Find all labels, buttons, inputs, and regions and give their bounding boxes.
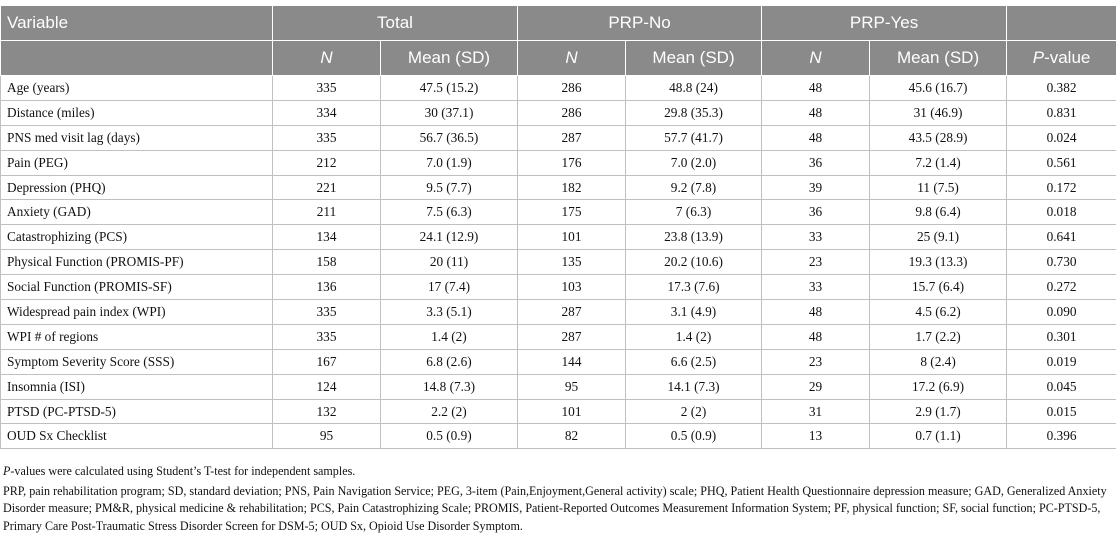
cell-p-value: 0.730 <box>1007 250 1116 275</box>
cell-prp-yes-n: 29 <box>762 374 870 399</box>
cell-variable: Symptom Severity Score (SSS) <box>1 349 273 374</box>
n-label: N <box>809 48 822 67</box>
cell-prp-no-mean: 1.4 (2) <box>626 324 762 349</box>
cell-prp-no-n: 175 <box>518 200 626 225</box>
cell-prp-no-mean: 0.5 (0.9) <box>626 424 762 449</box>
col-header-yes-mean: Mean (SD) <box>870 41 1007 76</box>
cell-p-value: 0.015 <box>1007 399 1116 424</box>
cell-total-n: 158 <box>273 250 381 275</box>
cell-variable: PNS med visit lag (days) <box>1 125 273 150</box>
col-header-total-n <box>273 41 381 76</box>
cell-p-value: 0.018 <box>1007 200 1116 225</box>
cell-p-value: 0.382 <box>1007 76 1116 101</box>
cell-prp-no-mean: 57.7 (41.7) <box>626 125 762 150</box>
col-header-no-mean: Mean (SD) <box>626 41 762 76</box>
cell-p-value: 0.090 <box>1007 300 1116 325</box>
cell-variable: Depression (PHQ) <box>1 175 273 200</box>
cell-prp-yes-mean: 11 (7.5) <box>870 175 1007 200</box>
table-row <box>1 424 1116 449</box>
cell-prp-yes-n: 48 <box>762 76 870 101</box>
cell-prp-no-n: 287 <box>518 125 626 150</box>
cell-prp-yes-n: 33 <box>762 275 870 300</box>
table-footnotes <box>3 463 1113 535</box>
cell-total-n: 335 <box>273 76 381 101</box>
cell-total-mean: 7.0 (1.9) <box>381 150 518 175</box>
cell-variable: PTSD (PC-PTSD-5) <box>1 399 273 424</box>
cell-prp-yes-mean: 2.9 (1.7) <box>870 399 1007 424</box>
cell-prp-no-n: 176 <box>518 150 626 175</box>
cell-total-mean: 2.2 (2) <box>381 399 518 424</box>
cell-variable: Widespread pain index (WPI) <box>1 300 273 325</box>
group-header-total: Total <box>273 6 518 41</box>
col-header-no-n <box>518 41 626 76</box>
cell-variable: Pain (PEG) <box>1 150 273 175</box>
cell-prp-no-mean: 14.1 (7.3) <box>626 374 762 399</box>
table-row <box>1 275 1116 300</box>
cell-prp-yes-mean: 45.6 (16.7) <box>870 76 1007 101</box>
cell-prp-no-mean: 3.1 (4.9) <box>626 300 762 325</box>
table-row <box>1 399 1116 424</box>
cell-variable: Distance (miles) <box>1 100 273 125</box>
n-label: N <box>320 48 333 67</box>
footnote-pvalue <box>3 463 1113 481</box>
cell-prp-yes-n: 36 <box>762 200 870 225</box>
cell-prp-yes-mean: 7.2 (1.4) <box>870 150 1007 175</box>
cell-total-mean: 6.8 (2.6) <box>381 349 518 374</box>
cell-total-n: 335 <box>273 300 381 325</box>
variable-header: Variable <box>1 6 273 41</box>
cell-prp-yes-mean: 17.2 (6.9) <box>870 374 1007 399</box>
cell-prp-no-n: 101 <box>518 399 626 424</box>
cell-prp-no-mean: 23.8 (13.9) <box>626 225 762 250</box>
col-header-total-mean: Mean (SD) <box>381 41 518 76</box>
cell-prp-yes-n: 48 <box>762 300 870 325</box>
cell-prp-no-n: 286 <box>518 100 626 125</box>
cell-total-mean: 17 (7.4) <box>381 275 518 300</box>
cell-prp-yes-mean: 0.7 (1.1) <box>870 424 1007 449</box>
cell-prp-no-n: 286 <box>518 76 626 101</box>
cell-total-n: 124 <box>273 374 381 399</box>
cell-total-n: 221 <box>273 175 381 200</box>
cell-total-mean: 0.5 (0.9) <box>381 424 518 449</box>
group-header-prp-no: PRP-No <box>518 6 762 41</box>
group-header-prp-yes: PRP-Yes <box>762 6 1007 41</box>
cell-prp-no-mean: 17.3 (7.6) <box>626 275 762 300</box>
cell-variable: Age (years) <box>1 76 273 101</box>
cell-prp-yes-n: 13 <box>762 424 870 449</box>
cell-prp-yes-n: 23 <box>762 250 870 275</box>
cell-total-mean: 30 (37.1) <box>381 100 518 125</box>
cell-p-value: 0.272 <box>1007 275 1116 300</box>
cell-prp-no-mean: 2 (2) <box>626 399 762 424</box>
table-row <box>1 324 1116 349</box>
group-header-blank <box>1007 6 1116 41</box>
cell-p-value: 0.045 <box>1007 374 1116 399</box>
cell-variable: Physical Function (PROMIS-PF) <box>1 250 273 275</box>
cell-total-n: 334 <box>273 100 381 125</box>
table-row <box>1 125 1116 150</box>
cell-total-n: 136 <box>273 275 381 300</box>
cell-total-mean: 3.3 (5.1) <box>381 300 518 325</box>
cell-p-value: 0.024 <box>1007 125 1116 150</box>
cell-total-mean: 7.5 (6.3) <box>381 200 518 225</box>
cell-prp-yes-n: 48 <box>762 100 870 125</box>
cell-prp-yes-mean: 1.7 (2.2) <box>870 324 1007 349</box>
cell-total-n: 134 <box>273 225 381 250</box>
cell-total-n: 211 <box>273 200 381 225</box>
cell-total-mean: 20 (11) <box>381 250 518 275</box>
subheader-blank <box>1 41 273 76</box>
table-row <box>1 300 1116 325</box>
cell-p-value: 0.831 <box>1007 100 1116 125</box>
cell-prp-yes-n: 48 <box>762 125 870 150</box>
cell-prp-no-n: 182 <box>518 175 626 200</box>
cell-prp-no-n: 101 <box>518 225 626 250</box>
cell-prp-no-mean: 20.2 (10.6) <box>626 250 762 275</box>
footnote-p-italic: P <box>3 464 11 478</box>
cell-p-value: 0.396 <box>1007 424 1116 449</box>
cell-prp-yes-n: 33 <box>762 225 870 250</box>
cell-variable: Catastrophizing (PCS) <box>1 225 273 250</box>
header-row-columns <box>1 41 1116 76</box>
table-row <box>1 374 1116 399</box>
cell-total-mean: 47.5 (15.2) <box>381 76 518 101</box>
cell-prp-yes-mean: 4.5 (6.2) <box>870 300 1007 325</box>
cell-prp-no-n: 103 <box>518 275 626 300</box>
cell-prp-no-mean: 7.0 (2.0) <box>626 150 762 175</box>
cell-p-value: 0.172 <box>1007 175 1116 200</box>
cell-prp-yes-mean: 8 (2.4) <box>870 349 1007 374</box>
cell-prp-no-n: 135 <box>518 250 626 275</box>
cell-prp-yes-n: 23 <box>762 349 870 374</box>
cell-prp-yes-n: 39 <box>762 175 870 200</box>
cell-p-value: 0.641 <box>1007 225 1116 250</box>
footnote-p-rest: -values were calculated using Student’s T-test for independent samples. <box>10 464 356 478</box>
cell-p-value: 0.301 <box>1007 324 1116 349</box>
cell-total-n: 132 <box>273 399 381 424</box>
table-row <box>1 150 1116 175</box>
table-row <box>1 200 1116 225</box>
cell-p-value: 0.561 <box>1007 150 1116 175</box>
cell-prp-no-mean: 6.6 (2.5) <box>626 349 762 374</box>
cell-total-mean: 9.5 (7.7) <box>381 175 518 200</box>
cell-prp-yes-n: 31 <box>762 399 870 424</box>
cell-prp-yes-mean: 9.8 (6.4) <box>870 200 1007 225</box>
p-label-italic: P <box>1032 48 1045 67</box>
cell-total-n: 95 <box>273 424 381 449</box>
cell-prp-yes-mean: 31 (46.9) <box>870 100 1007 125</box>
cell-total-n: 167 <box>273 349 381 374</box>
table-body <box>1 76 1116 449</box>
cell-prp-no-n: 287 <box>518 324 626 349</box>
table-row <box>1 250 1116 275</box>
cell-variable: Social Function (PROMIS-SF) <box>1 275 273 300</box>
cell-variable: Anxiety (GAD) <box>1 200 273 225</box>
cell-prp-yes-mean: 15.7 (6.4) <box>870 275 1007 300</box>
table-row <box>1 100 1116 125</box>
cell-prp-no-mean: 9.2 (7.8) <box>626 175 762 200</box>
table-row <box>1 76 1116 101</box>
cell-total-mean: 24.1 (12.9) <box>381 225 518 250</box>
footnote-abbreviations: PRP, pain rehabilitation program; SD, standard deviation; PNS, Pain Navigation Service; PEG, 3-item (Pain,Enjoyment,General activity) scale; PHQ, Patient Health Questionnaire depression measure; GAD, Generalized Anxiety Disorder measure; PM&R, physical medicine & rehabilitation; PCS, Pain Catastrophizing Scale; PROMIS, Patient-Reported Outcomes Measurement Information System; PF, physical function; SF, social function; PC-PTSD-5, Primary Care Post-Traumatic Stress Disorder Screen for DSM-5; OUD Sx, Opioid Use Disorder Symptom. <box>3 483 1107 533</box>
p-label-rest: -value <box>1044 48 1091 67</box>
col-header-p-value <box>1007 41 1116 76</box>
cell-prp-yes-n: 36 <box>762 150 870 175</box>
cell-variable: WPI # of regions <box>1 324 273 349</box>
cell-prp-no-mean: 48.8 (24) <box>626 76 762 101</box>
cell-total-mean: 1.4 (2) <box>381 324 518 349</box>
cell-total-mean: 56.7 (36.5) <box>381 125 518 150</box>
cell-total-n: 335 <box>273 324 381 349</box>
cell-total-n: 335 <box>273 125 381 150</box>
cell-prp-yes-mean: 43.5 (28.9) <box>870 125 1007 150</box>
cell-prp-no-n: 287 <box>518 300 626 325</box>
cell-prp-yes-mean: 25 (9.1) <box>870 225 1007 250</box>
cell-prp-no-n: 82 <box>518 424 626 449</box>
cell-total-mean: 14.8 (7.3) <box>381 374 518 399</box>
results-table <box>0 5 1116 449</box>
cell-prp-no-mean: 7 (6.3) <box>626 200 762 225</box>
table-row <box>1 175 1116 200</box>
cell-prp-no-n: 144 <box>518 349 626 374</box>
cell-prp-no-n: 95 <box>518 374 626 399</box>
cell-variable: OUD Sx Checklist <box>1 424 273 449</box>
cell-variable: Insomnia (ISI) <box>1 374 273 399</box>
table-row <box>1 225 1116 250</box>
n-label: N <box>565 48 578 67</box>
header-row-groups <box>1 6 1116 41</box>
cell-total-n: 212 <box>273 150 381 175</box>
cell-prp-yes-n: 48 <box>762 324 870 349</box>
cell-prp-no-mean: 29.8 (35.3) <box>626 100 762 125</box>
col-header-yes-n <box>762 41 870 76</box>
table-row <box>1 349 1116 374</box>
cell-p-value: 0.019 <box>1007 349 1116 374</box>
cell-prp-yes-mean: 19.3 (13.3) <box>870 250 1007 275</box>
